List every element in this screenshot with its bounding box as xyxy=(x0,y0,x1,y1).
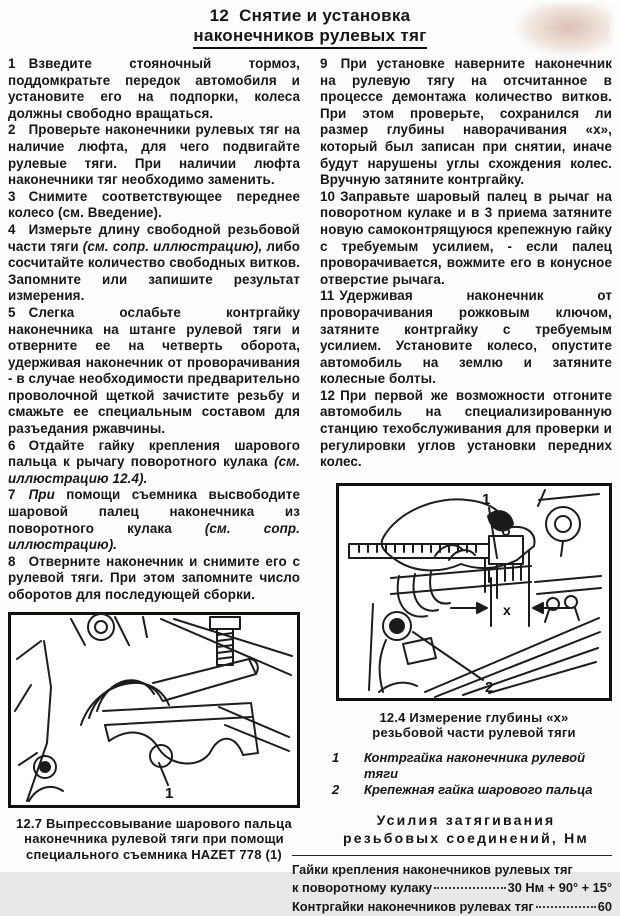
legend-item-number: 1 xyxy=(332,749,340,765)
legend-item-text: Крепежная гайка шарового пальца xyxy=(364,781,593,797)
figure-12-4-part2-label: 2 xyxy=(485,678,494,696)
figure-12-7 xyxy=(8,612,300,863)
figure-12-7-frame xyxy=(8,612,300,808)
figure-12-7-part-label: 1 xyxy=(165,784,174,802)
step-9 xyxy=(320,56,612,189)
legend-item-text: Контргайка наконечника рулевой тяги xyxy=(364,749,586,781)
section-title xyxy=(0,0,620,49)
step-text-emphasis: При xyxy=(28,487,55,503)
step-text-emphasis: (см. сопр. иллюстрацию), xyxy=(82,238,263,254)
legend-item-1 xyxy=(332,750,612,782)
figure-12-7-drawing xyxy=(11,615,297,805)
step-number: 4 xyxy=(8,221,16,237)
step-text: При первой же возможности отгоните автомобиль на специализированную станцию техобслуживания для проверки и регулировки углов установки передних колес. xyxy=(320,387,612,470)
step-10 xyxy=(320,189,612,289)
step-8 xyxy=(8,554,300,604)
figure-12-4-part1-label: 1 xyxy=(482,490,491,508)
step-text: Отверните наконечник и снимите его с рулевой тяги. При этом запомните число оборотов для последующей сборки. xyxy=(8,553,300,602)
dotted-leader xyxy=(434,887,506,889)
figure-12-4-drawing xyxy=(339,486,603,698)
torque-row-label: Гайки крепления наконечников рулевых тяг xyxy=(292,861,573,877)
step-number: 2 xyxy=(8,122,16,138)
step-text: Отдайте гайку крепления шарового пальца к рычагу поворотного кулака xyxy=(8,437,300,470)
step-text: либо сосчитайте количество свободных витков. Запомните или запишите результат измерения. xyxy=(8,238,300,304)
step-number: 3 xyxy=(8,188,16,204)
figure-12-4-legend xyxy=(320,750,612,798)
step-number: 1 xyxy=(8,56,16,71)
step-text: помощи съемника высвободите шаровой палец наконечника из поворотного кулака xyxy=(8,487,300,536)
figure-12-4-dimension-label: x xyxy=(503,601,511,618)
step-7 xyxy=(8,487,300,553)
legend-item-number: 2 xyxy=(332,781,340,797)
step-text: Заправьте шаровый палец в рычаг на поворотном кулаке и в 3 приема затяните новую самоконтрящуюся крепежную гайку с требуемым усилием, - если палец проворачивается, вожмите его в конусное отверстие рычага. xyxy=(320,188,612,287)
torque-row xyxy=(292,879,612,898)
step-text-emphasis: (см. сопр. иллюстрацию). xyxy=(8,520,300,553)
step-text: Измерьте длину свободной резьбовой части тяги xyxy=(8,221,300,254)
section-title-line2: наконечников рулевых тяг xyxy=(193,26,426,49)
step-text: Слегка ослабьте контргайку наконечника на штанге рулевой тяги и отверните ее на четверть оборота, удерживая наконечник от проворачивания - в случае необходимости предварительно проволочной щеткой зачистите резьбу и смажьте ее специальным составом для разъедания ржавчины. xyxy=(8,304,300,437)
step-12 xyxy=(320,388,612,471)
figure-12-4-caption: 12.4 Измерение глубины «х» резьбовой части рулевой тяги xyxy=(372,709,576,741)
section-title-text: Снятие и установка xyxy=(239,6,411,25)
steps-9-12 xyxy=(320,56,612,471)
torque-row xyxy=(292,861,612,880)
torque-heading xyxy=(320,811,612,848)
dotted-leader xyxy=(536,906,596,908)
step-number: 11 xyxy=(320,288,335,304)
step-text: Взведите стояночный тормоз, поддомкратьте передок автомобиля и установите его на подпорки, колеса должны свободно вращаться. xyxy=(8,56,300,121)
torque-row-label: к поворотному кулаку xyxy=(292,880,433,896)
steps-1-8 xyxy=(8,56,300,604)
step-5 xyxy=(8,305,300,438)
torque-list xyxy=(292,861,612,916)
step-4 xyxy=(8,222,300,305)
step-text: Снимите соответствующее переднее колесо (см. Введение). xyxy=(8,188,300,221)
torque-heading-line1: Усилия затягивания xyxy=(376,811,556,828)
step-number: 10 xyxy=(320,188,336,204)
two-column-layout xyxy=(0,56,620,916)
step-11 xyxy=(320,288,612,388)
figure-12-4 xyxy=(336,483,612,741)
figure-12-4-frame xyxy=(336,483,612,701)
step-text-emphasis: (см. иллюстрацию 12.4). xyxy=(8,454,300,486)
step-number: 7 xyxy=(8,487,16,503)
step-text: При установке наверните наконечник на рулевую тягу на отсчитанное в процессе демонтажа количество витков. При этом проверьте, сохранился ли размер глубины наворачивания «х», который был записан при снятии, иначе будут нарушены углы схождения колес. Вручную затяните контргайку. xyxy=(320,56,612,188)
torque-row-value: 30 Нм + 90° + 15° xyxy=(507,880,612,896)
figure-12-7-caption: 12.7 Выпрессовывание шарового пальца наконечника рулевой тяги при помощи специального съемника HAZET 778 (1) xyxy=(16,815,292,862)
torque-row xyxy=(292,898,612,916)
section-title-line1 xyxy=(0,6,620,26)
torque-heading-line2: резьбовых соединений, Нм xyxy=(343,830,589,847)
torque-divider xyxy=(292,855,612,856)
right-column xyxy=(292,56,612,916)
step-text: Удерживая наконечник от проворачивания рожковым ключом, затяните контргайку с требуемым усилием. Установите колесо, опустите автомобиль на землю и затяните колесные болты. xyxy=(320,288,612,387)
torque-row-value: 60 xyxy=(597,898,612,914)
step-2 xyxy=(8,122,300,188)
step-number: 6 xyxy=(8,437,16,453)
step-1 xyxy=(8,56,300,122)
step-number: 5 xyxy=(8,304,16,320)
step-text: Проверьте наконечники рулевых тяг на наличие люфта, для чего подвигайте рулевые тяги. При наличии люфта наконечники тяг необходимо заменить. xyxy=(8,122,300,188)
legend-item-2 xyxy=(332,782,612,798)
step-3 xyxy=(8,189,300,222)
torque-row-label: Контргайки наконечников рулевах тяг xyxy=(292,898,534,914)
step-number: 12 xyxy=(320,387,336,403)
step-6 xyxy=(8,438,300,488)
step-number: 8 xyxy=(8,553,16,569)
section-number: 12 xyxy=(209,6,230,25)
left-column xyxy=(8,56,300,916)
step-number: 9 xyxy=(320,56,328,71)
